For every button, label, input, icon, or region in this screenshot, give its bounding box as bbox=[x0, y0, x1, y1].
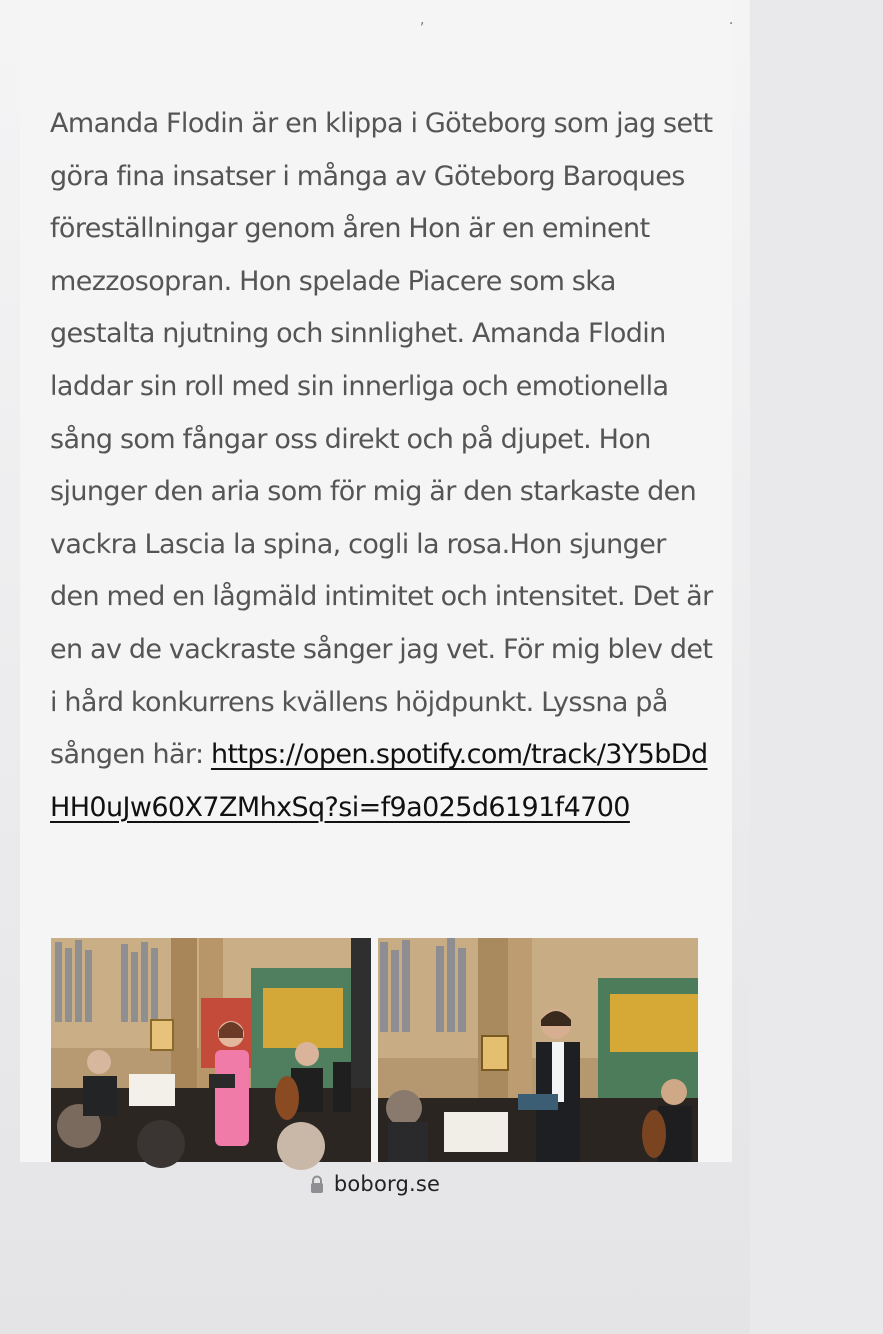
address-bar[interactable] bbox=[0, 1166, 750, 1202]
concert-photo-male-singer-icon bbox=[378, 938, 698, 1162]
article-paragraph bbox=[50, 98, 718, 834]
spotify-track-link[interactable]: https://open.spotify.com/track/3Y5bDdHH0uJw60X7ZMhxSq?si=f9a025d6191f4700 bbox=[50, 739, 708, 823]
photo-gallery bbox=[51, 938, 711, 1162]
concert-photo-male-singer[interactable] bbox=[378, 938, 698, 1162]
lock-icon bbox=[310, 1175, 324, 1193]
cut-off-text-fragment: , . bbox=[420, 12, 883, 28]
site-domain: boborg.se bbox=[333, 1172, 441, 1196]
article-card bbox=[20, 0, 883, 1162]
concert-photo-female-singer-icon bbox=[51, 938, 371, 1162]
article-text: Amanda Flodin är en klippa i Göteborg som jag sett göra fina insatser i många av Göteborg Baroques föreställningar genom åren Hon är en eminent mezzosopran. Hon spelade Piacere som ska gestalta njutning och sinnlighet. Amanda Flodin laddar sin roll med sin innerliga och emotionella sång som fångar oss direkt och på djupet. Hon sjunger den aria som för mig är den starkaste den vackra Lascia la spina, cogli la rosa.Hon sjunger den med en lågmäld intimitet och intensitet. Det är en av de vackraste sånger jag vet. För mig blev det i hård konkurrens kvällens höjdpunkt. Lyssna på sången här: bbox=[50, 108, 713, 771]
concert-photo-female-singer[interactable] bbox=[51, 938, 371, 1162]
